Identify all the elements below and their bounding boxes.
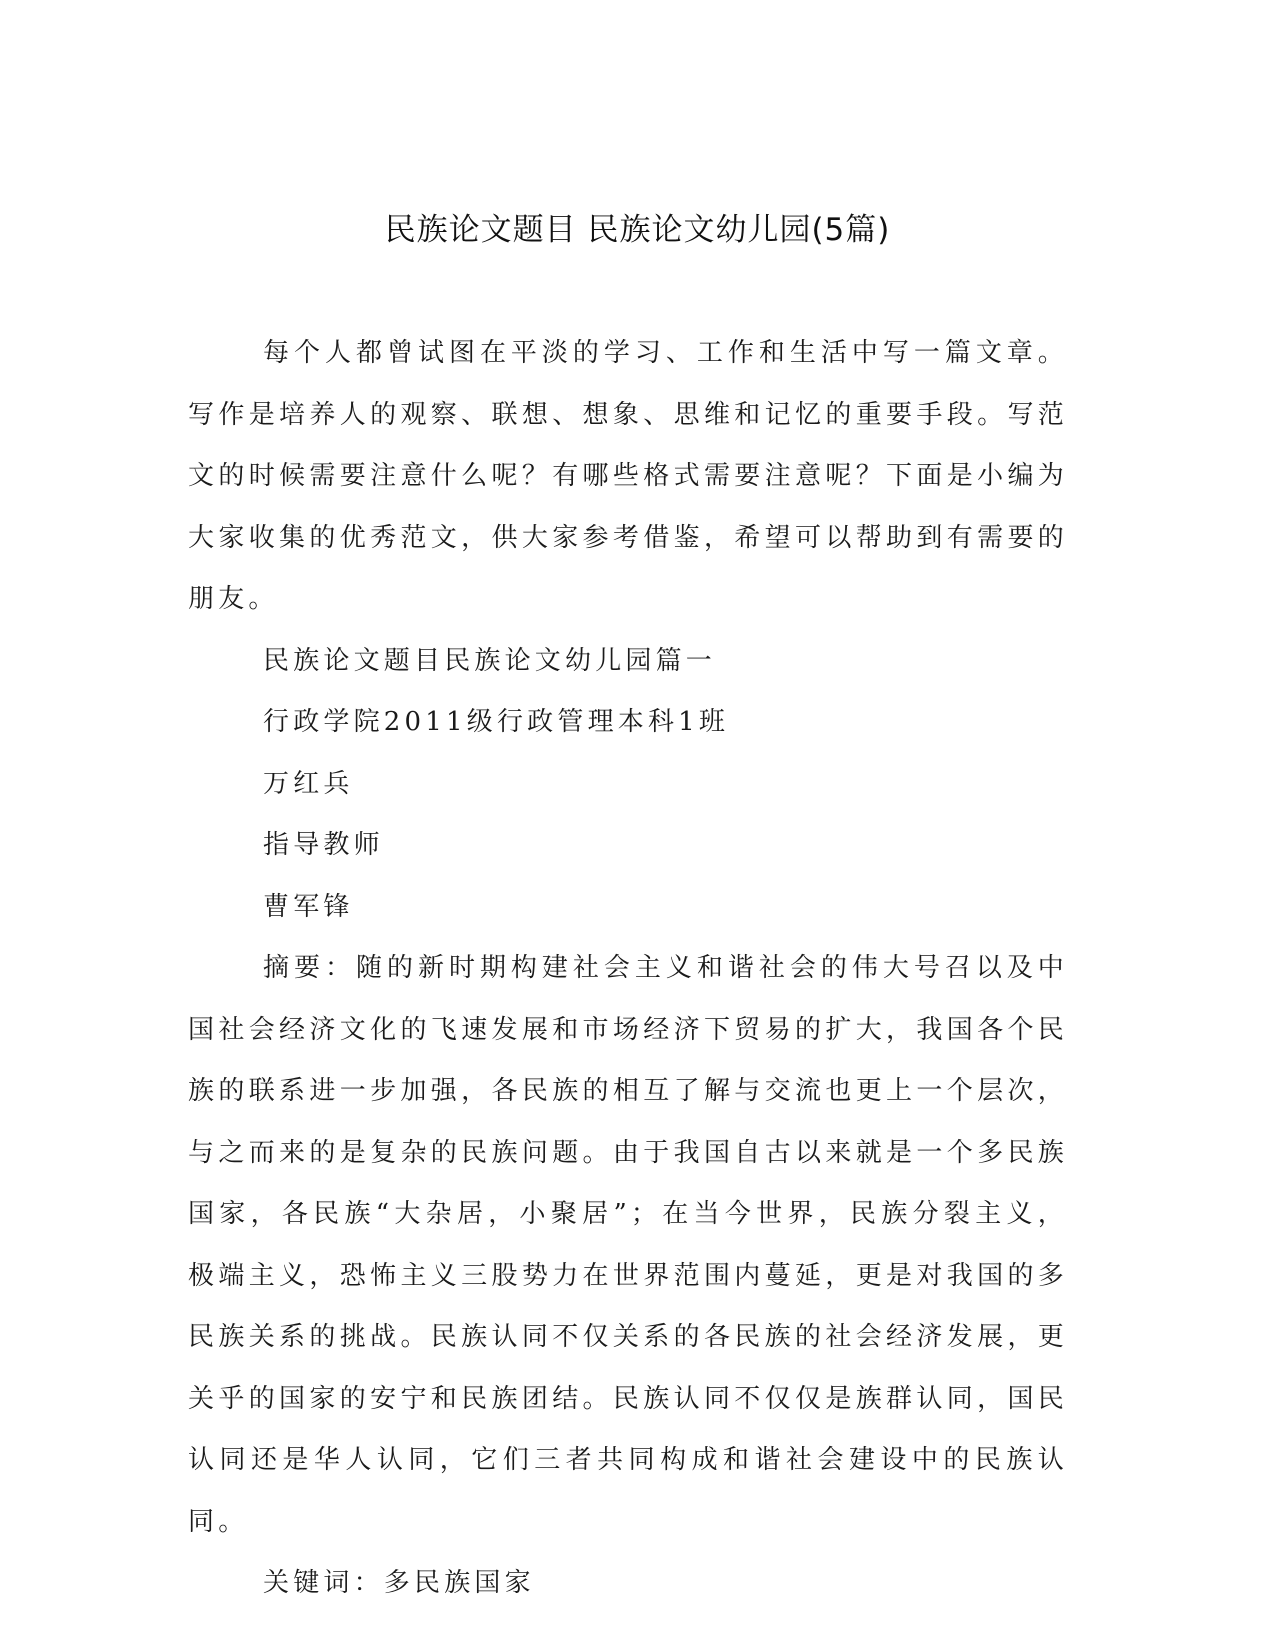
intro-paragraph: 每个人都曾试图在平淡的学习、工作和生活中写一篇文章。写作是培养人的观察、联想、想象、思维和记忆的重要手段。写范文的时候需要注意什么呢？有哪些格式需要注意呢？下面是小编为大家收集的优秀范文，供大家参考借鉴，希望可以帮助到有需要的朋友。 [188, 338, 1068, 614]
document-title: 民族论文题目 民族论文幼儿园(5篇) [384, 212, 891, 248]
author-name: 万红兵 [263, 768, 354, 799]
keywords-line: 关键词：多民族国家 [263, 1568, 535, 1598]
affiliation-line: 行政学院2011级行政管理本科1班 [263, 707, 730, 737]
advisor-name: 曹军锋 [263, 891, 354, 922]
abstract-paragraph: 摘要：随的新时期构建社会主义和谐社会的伟大号召以及中国社会经济文化的飞速发展和市场经济下贸易的扩大，我国各个民族的联系进一步加强，各民族的相互了解与交流也更上一个层次，与之而来的是复杂的民族问题。由于我国自古以来就是一个多民族国家，各民族“大杂居，小聚居”；在当今世界，民族分裂主义，极端主义，恐怖主义三股势力在世界范围内蔓延，更是对我国的多民族关系的挑战。民族认同不仅关系的各民族的社会经济发展，更关乎的国家的安宁和民族团结。民族认同不仅仅是族群认同，国民认同还是华人认同，它们三者共同构成和谐社会建设中的民族认同。 [188, 953, 1068, 1537]
advisor-label: 指导教师 [263, 830, 384, 860]
section-heading: 民族论文题目民族论文幼儿园篇一 [263, 645, 717, 676]
document-body [188, 323, 1068, 1615]
